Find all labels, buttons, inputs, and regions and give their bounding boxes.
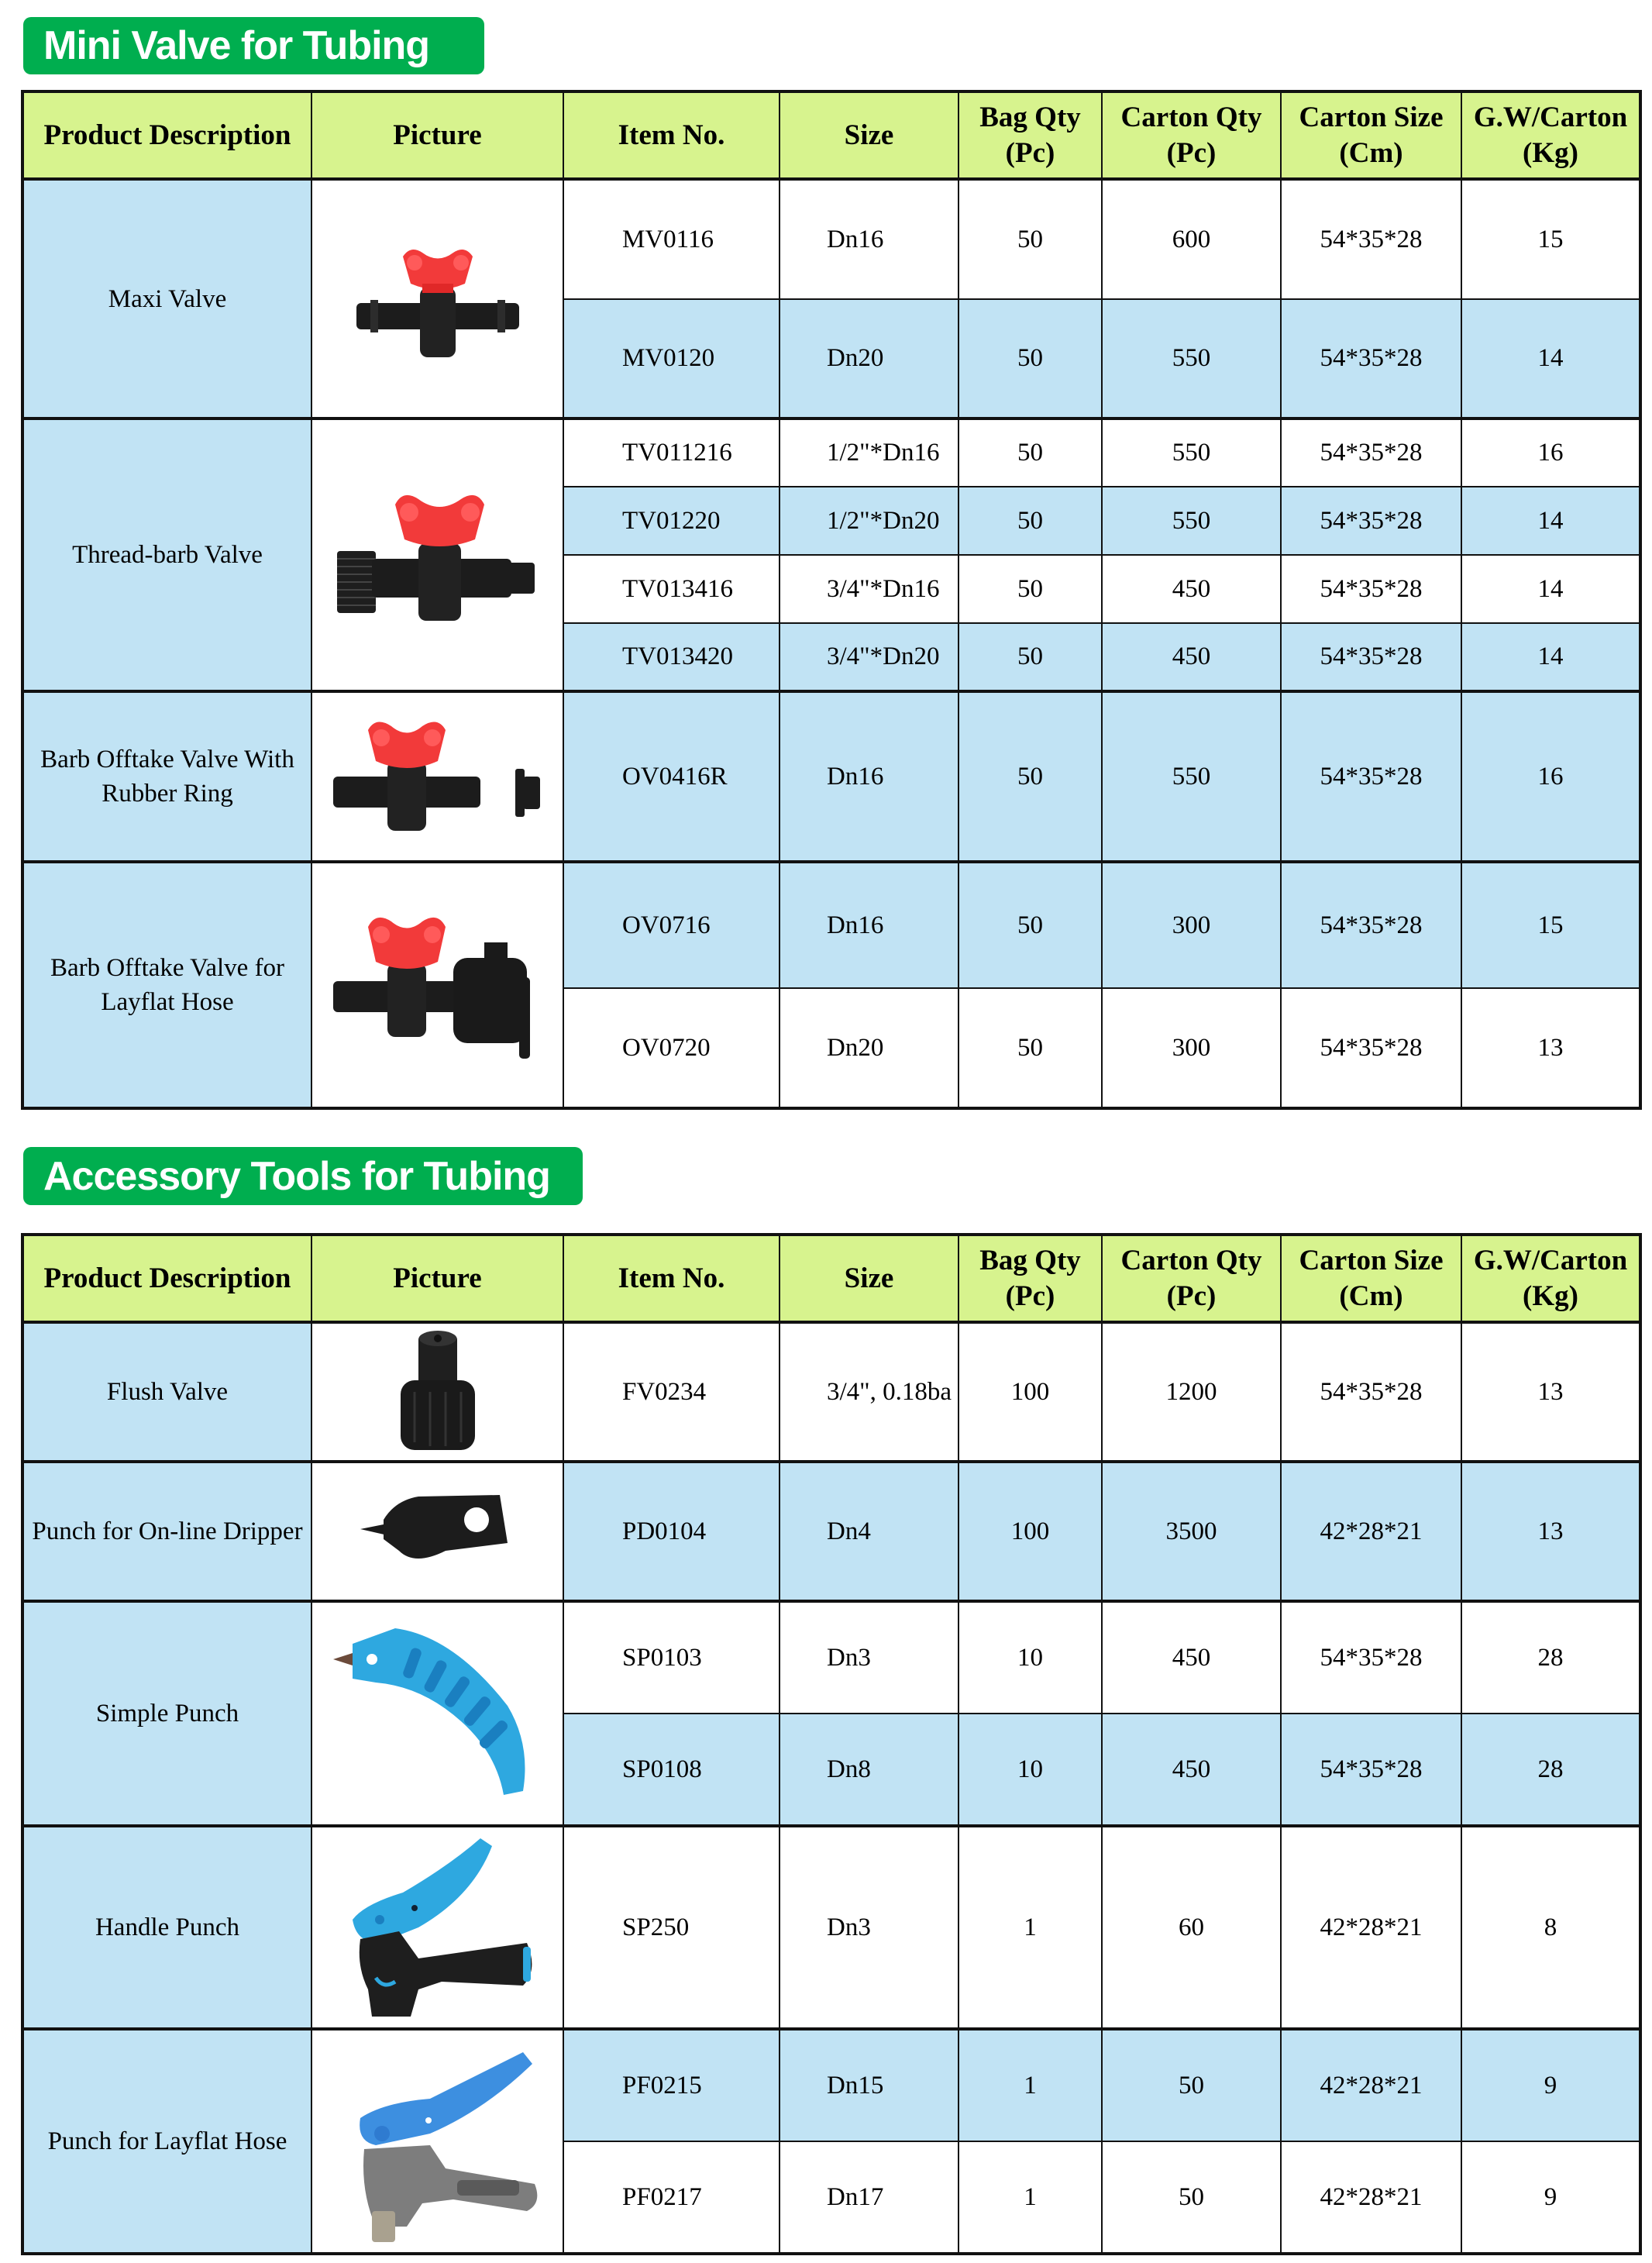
product-description: Barb Offtake Valve for Layflat Hose — [22, 862, 311, 1108]
size: 1/2"*Dn20 — [780, 487, 959, 555]
simple-punch-icon — [312, 1613, 563, 1814]
item-no: TV013420 — [563, 623, 780, 691]
bag-qty: 1 — [959, 2141, 1102, 2254]
header-bag-qty: Bag Qty (Pc) — [959, 91, 1102, 179]
product-description: Thread-barb Valve — [22, 418, 311, 691]
header-gw-carton: G.W/Carton (Kg) — [1461, 91, 1640, 179]
bag-qty: 50 — [959, 555, 1102, 623]
header-product-description: Product Description — [22, 91, 311, 179]
size: Dn16 — [780, 179, 959, 299]
product-description: Punch for On-line Dripper — [22, 1462, 311, 1601]
item-no: TV01220 — [563, 487, 780, 555]
gw-carton: 28 — [1461, 1601, 1640, 1714]
product-picture — [311, 418, 563, 691]
carton-qty: 450 — [1102, 555, 1281, 623]
header-gw-carton: G.W/Carton (Kg) — [1461, 1235, 1640, 1322]
gw-carton: 28 — [1461, 1714, 1640, 1826]
carton-size: 42*28*21 — [1281, 1826, 1461, 2029]
carton-size: 54*35*28 — [1281, 623, 1461, 691]
bag-qty: 50 — [959, 862, 1102, 988]
gw-carton: 14 — [1461, 487, 1640, 555]
carton-size: 54*35*28 — [1281, 555, 1461, 623]
mini-valve-table — [21, 90, 1642, 1110]
bag-qty: 50 — [959, 623, 1102, 691]
gw-carton: 16 — [1461, 691, 1640, 862]
gw-carton: 9 — [1461, 2141, 1640, 2254]
carton-size: 54*35*28 — [1281, 299, 1461, 418]
table-header-row — [22, 91, 1640, 179]
item-no: SP0108 — [563, 1714, 780, 1826]
header-product-description: Product Description — [22, 1235, 311, 1322]
header-item-no: Item No. — [563, 1235, 780, 1322]
carton-size: 54*35*28 — [1281, 691, 1461, 862]
gw-carton: 16 — [1461, 418, 1640, 487]
carton-size: 54*35*28 — [1281, 487, 1461, 555]
product-picture — [311, 1826, 563, 2029]
size: Dn20 — [780, 299, 959, 418]
carton-qty: 300 — [1102, 862, 1281, 988]
carton-size: 54*35*28 — [1281, 1322, 1461, 1462]
header-carton-size: Carton Size (Cm) — [1281, 91, 1461, 179]
gw-carton: 14 — [1461, 299, 1640, 418]
offtake-valve-layflat-icon — [312, 908, 563, 1063]
carton-qty: 300 — [1102, 988, 1281, 1108]
carton-qty: 450 — [1102, 623, 1281, 691]
size: Dn3 — [780, 1826, 959, 2029]
table-row — [22, 691, 1640, 862]
header-carton-qty: Carton Qty (Pc) — [1102, 91, 1281, 179]
carton-qty: 550 — [1102, 691, 1281, 862]
carton-size: 42*28*21 — [1281, 2029, 1461, 2141]
size: Dn17 — [780, 2141, 959, 2254]
size: Dn16 — [780, 691, 959, 862]
carton-qty: 550 — [1102, 487, 1281, 555]
product-picture — [311, 691, 563, 862]
item-no: PF0215 — [563, 2029, 780, 2141]
accessory-tools-table — [21, 1233, 1642, 2255]
carton-qty: 550 — [1102, 299, 1281, 418]
section-title-mini-valve: Mini Valve for Tubing — [23, 17, 484, 74]
gw-carton: 13 — [1461, 988, 1640, 1108]
table-row — [22, 2029, 1640, 2141]
carton-qty: 600 — [1102, 179, 1281, 299]
header-carton-qty: Carton Qty (Pc) — [1102, 1235, 1281, 1322]
size: Dn15 — [780, 2029, 959, 2141]
carton-qty: 50 — [1102, 2029, 1281, 2141]
table-row — [22, 862, 1640, 988]
product-description: Handle Punch — [22, 1826, 311, 2029]
red-handle-mini-valve-icon — [312, 241, 563, 357]
bag-qty: 50 — [959, 299, 1102, 418]
carton-qty: 3500 — [1102, 1462, 1281, 1601]
header-bag-qty: Bag Qty (Pc) — [959, 1235, 1102, 1322]
carton-size: 54*35*28 — [1281, 1601, 1461, 1714]
product-description: Barb Offtake Valve With Rubber Ring — [22, 691, 311, 862]
bag-qty: 50 — [959, 988, 1102, 1108]
size: 3/4"*Dn16 — [780, 555, 959, 623]
size: 1/2"*Dn16 — [780, 418, 959, 487]
bag-qty: 50 — [959, 487, 1102, 555]
carton-size: 54*35*28 — [1281, 862, 1461, 988]
table-row — [22, 1826, 1640, 2029]
bag-qty: 50 — [959, 418, 1102, 487]
item-no: MV0120 — [563, 299, 780, 418]
gw-carton: 15 — [1461, 179, 1640, 299]
gw-carton: 14 — [1461, 623, 1640, 691]
carton-qty: 50 — [1102, 2141, 1281, 2254]
product-picture — [311, 862, 563, 1108]
thread-barb-valve-icon — [312, 485, 563, 625]
carton-qty: 450 — [1102, 1714, 1281, 1826]
product-picture — [311, 1601, 563, 1826]
item-no: OV0416R — [563, 691, 780, 862]
header-item-no: Item No. — [563, 91, 780, 179]
size: 3/4"*Dn20 — [780, 623, 959, 691]
item-no: FV0234 — [563, 1322, 780, 1462]
bag-qty: 50 — [959, 179, 1102, 299]
layflat-hose-punch-icon — [312, 2037, 563, 2246]
gw-carton: 15 — [1461, 862, 1640, 988]
header-picture: Picture — [311, 1235, 563, 1322]
carton-qty: 450 — [1102, 1601, 1281, 1714]
size: Dn16 — [780, 862, 959, 988]
carton-size: 54*35*28 — [1281, 418, 1461, 487]
item-no: SP250 — [563, 1826, 780, 2029]
item-no: PF0217 — [563, 2141, 780, 2254]
carton-size: 54*35*28 — [1281, 988, 1461, 1108]
section-title-accessory-tools: Accessory Tools for Tubing — [23, 1147, 583, 1205]
size: 3/4", 0.18ba — [780, 1322, 959, 1462]
carton-qty: 60 — [1102, 1826, 1281, 2029]
bag-qty: 50 — [959, 691, 1102, 862]
carton-qty: 550 — [1102, 418, 1281, 487]
item-no: MV0116 — [563, 179, 780, 299]
carton-size: 54*35*28 — [1281, 1714, 1461, 1826]
gw-carton: 9 — [1461, 2029, 1640, 2141]
carton-size: 42*28*21 — [1281, 1462, 1461, 1601]
table-row — [22, 179, 1640, 299]
header-picture: Picture — [311, 91, 563, 179]
table-row — [22, 1601, 1640, 1714]
bag-qty: 1 — [959, 2029, 1102, 2141]
carton-size: 54*35*28 — [1281, 179, 1461, 299]
flush-valve-icon — [312, 1326, 563, 1458]
product-description: Flush Valve — [22, 1322, 311, 1462]
product-picture — [311, 1322, 563, 1462]
handle-punch-icon — [312, 1834, 563, 2020]
product-picture — [311, 2029, 563, 2254]
header-carton-size: Carton Size (Cm) — [1281, 1235, 1461, 1322]
product-description: Maxi Valve — [22, 179, 311, 418]
product-picture — [311, 1462, 563, 1601]
product-description: Punch for Layflat Hose — [22, 2029, 311, 2254]
table-header-row — [22, 1235, 1640, 1322]
gw-carton: 14 — [1461, 555, 1640, 623]
bag-qty: 10 — [959, 1601, 1102, 1714]
gw-carton: 13 — [1461, 1462, 1640, 1601]
item-no: SP0103 — [563, 1601, 780, 1714]
product-description: Simple Punch — [22, 1601, 311, 1826]
table-row — [22, 1322, 1640, 1462]
item-no: TV013416 — [563, 555, 780, 623]
table-row — [22, 1462, 1640, 1601]
bag-qty: 10 — [959, 1714, 1102, 1826]
size: Dn3 — [780, 1601, 959, 1714]
item-no: TV011216 — [563, 418, 780, 487]
size: Dn8 — [780, 1714, 959, 1826]
offtake-valve-rubber-ring-icon — [312, 715, 563, 839]
size: Dn4 — [780, 1462, 959, 1601]
bag-qty: 100 — [959, 1322, 1102, 1462]
header-size: Size — [780, 91, 959, 179]
dripper-punch-icon — [312, 1489, 563, 1574]
header-size: Size — [780, 1235, 959, 1322]
bag-qty: 100 — [959, 1462, 1102, 1601]
carton-size: 42*28*21 — [1281, 2141, 1461, 2254]
item-no: PD0104 — [563, 1462, 780, 1601]
gw-carton: 13 — [1461, 1322, 1640, 1462]
item-no: OV0716 — [563, 862, 780, 988]
gw-carton: 8 — [1461, 1826, 1640, 2029]
item-no: OV0720 — [563, 988, 780, 1108]
carton-qty: 1200 — [1102, 1322, 1281, 1462]
product-picture — [311, 179, 563, 418]
bag-qty: 1 — [959, 1826, 1102, 2029]
size: Dn20 — [780, 988, 959, 1108]
table-row — [22, 418, 1640, 487]
